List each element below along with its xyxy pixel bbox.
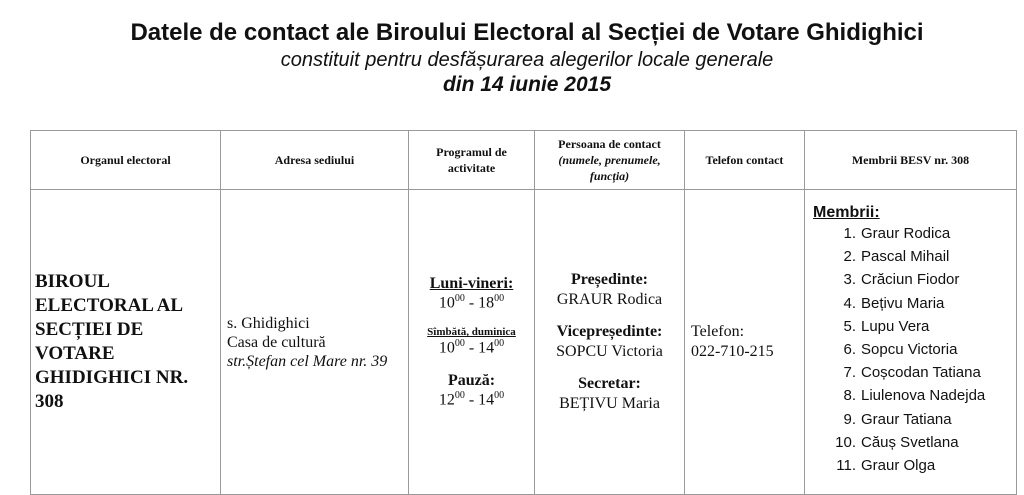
phone-number: 022-710-215 <box>691 343 774 360</box>
pause-hours: $12^{00} - 14^{00}$ <box>438 389 505 408</box>
list-item: 2. Pascal Mihail <box>843 248 950 266</box>
office-address <box>221 190 409 495</box>
list-item: 11. Graur Olga <box>836 457 936 475</box>
list-item: 7. Coșcodan Tatiana <box>843 364 981 382</box>
weekend-hours: $10^{00} - 14^{00}$ <box>438 338 505 357</box>
list-item: 1. Graur Rodica <box>843 225 951 242</box>
address-street: str.Ștefan cel Mare nr. 39 <box>227 352 388 370</box>
table-header-row <box>31 131 1017 190</box>
contact-persons <box>535 190 685 495</box>
list-item: 10. Căuș Svetlana <box>835 433 959 451</box>
address-building: Casa de cultură <box>227 333 326 351</box>
president-role: Președinte: <box>570 271 648 288</box>
president-name: GRAUR Rodica <box>556 291 663 308</box>
table-row <box>31 190 1017 495</box>
header-contact-label: Persoana de contact <box>558 137 661 151</box>
members-list-cell <box>805 190 1017 495</box>
list-item: 8. Liulenova Nadejda <box>843 387 986 405</box>
working-schedule <box>409 190 535 495</box>
document-header <box>0 18 1024 98</box>
header-organ: Organul electoral <box>31 131 221 190</box>
vice-president-role: Vicepreședinte: <box>556 323 663 340</box>
list-item: 3. Crăciun Fiodor <box>843 271 960 289</box>
header-program: Programul de activitate <box>409 131 535 190</box>
list-item: 5. Lupu Vera <box>843 317 930 335</box>
address-locality: s. Ghidighici <box>227 314 310 332</box>
electoral-office-name: BIROUL ELECTORAL AL SECȚIEI DE VOTARE GHIDIGHICI NR. 308 <box>31 190 221 495</box>
secretary-role: Secretar: <box>578 375 641 392</box>
phone-label: Telefon: <box>691 323 745 340</box>
list-item: 4. Bețivu Maria <box>843 294 945 312</box>
contact-table <box>30 130 1017 495</box>
secretary-name: BEȚIVU Maria <box>559 395 660 412</box>
header-contact <box>535 131 685 190</box>
header-members: Membrii BESV nr. 308 <box>805 131 1017 190</box>
header-contact-hint: (numele, prenumele, funcția) <box>558 153 661 183</box>
list-item: 6. Sopcu Victoria <box>843 341 958 359</box>
document-title: Datele de contact ale Biroului Electoral al Secției de Votare Ghidighici <box>130 19 924 46</box>
contact-phone <box>685 190 805 495</box>
members-list <box>813 222 1016 477</box>
weekdays-label: Luni-vineri: <box>429 275 514 292</box>
election-date: din 14 iunie 2015 <box>442 73 612 96</box>
vice-president-name: SOPCU Victoria <box>556 343 663 360</box>
header-phone: Telefon contact <box>685 131 805 190</box>
members-title: Membrii: <box>813 204 880 221</box>
weekdays-hours: $10^{00} - 18^{00}$ <box>438 293 505 312</box>
list-item: 9. Graur Tatiana <box>843 410 952 428</box>
weekend-label: Sîmbătă, duminica <box>427 326 516 339</box>
pause-label: Pauză: <box>447 371 496 389</box>
document-subtitle: constituit pentru desfășurarea alegerilor locale generale <box>280 49 774 71</box>
header-address: Adresa sediului <box>221 131 409 190</box>
